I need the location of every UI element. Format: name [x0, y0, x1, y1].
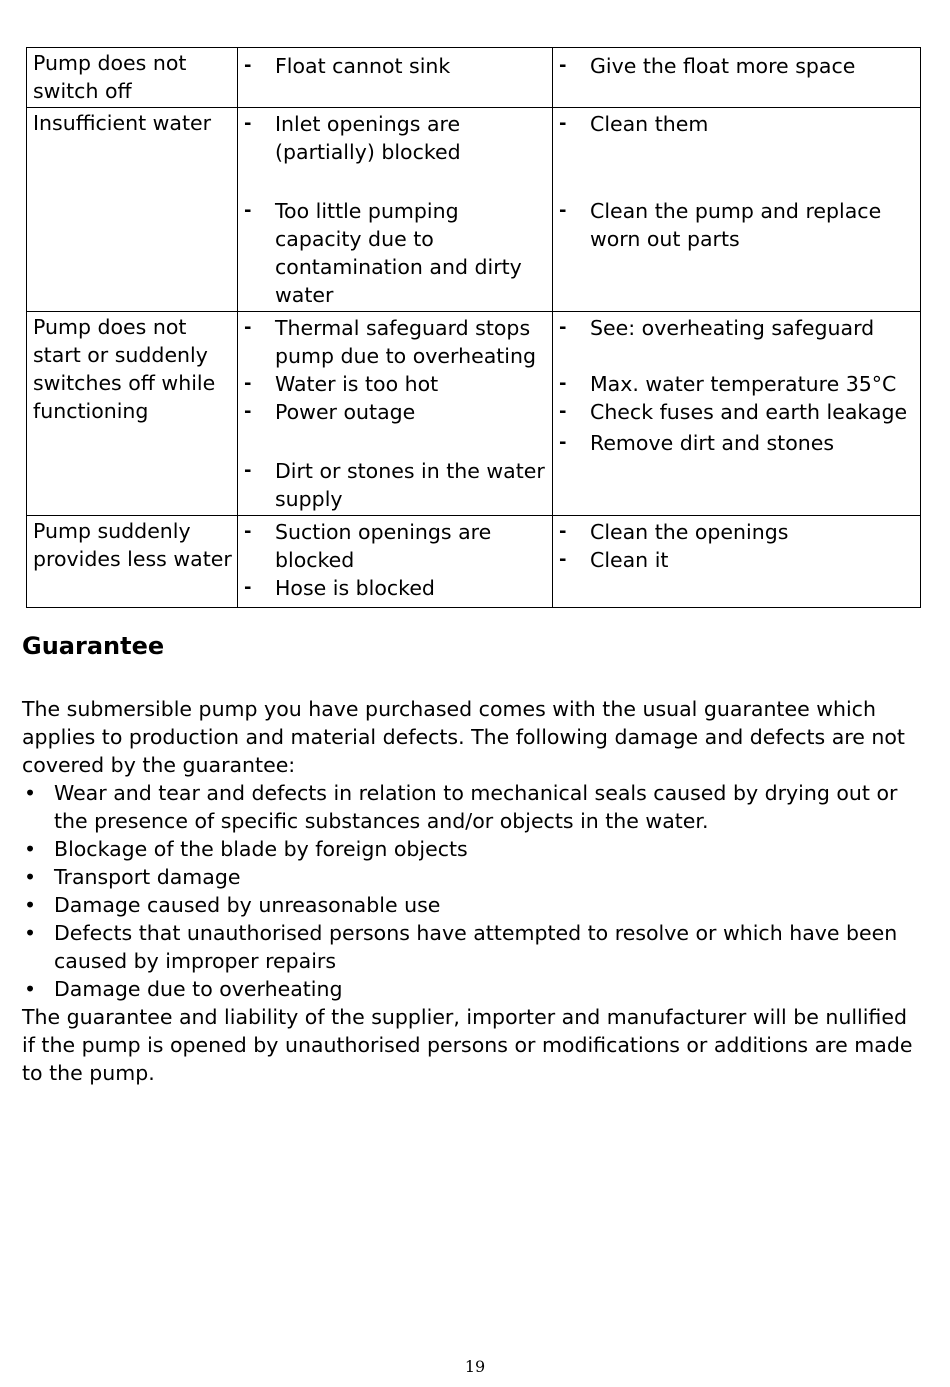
table-row [27, 108, 921, 312]
dash-marker: - [559, 521, 567, 542]
remedy-text: See: overheating safeguard [590, 316, 875, 340]
list-item [22, 863, 922, 891]
remedy-text: Check fuses and earth leakage [590, 400, 908, 424]
dash-marker: - [559, 401, 567, 422]
remedy-entry [553, 110, 916, 138]
problem-text: Pump suddenly provides less water [33, 519, 232, 571]
problem-text: Pump does not switch off [33, 51, 187, 103]
bullet-icon: • [24, 977, 37, 1001]
remedy-entry [553, 370, 916, 398]
dash-marker: - [244, 55, 252, 76]
remedy-text: Clean the openings [590, 520, 789, 544]
remedy-text: Clean them [590, 112, 709, 136]
cause-entry [238, 197, 548, 309]
remedy-text: Max. water temperature 35°C [590, 372, 897, 396]
cause-text: Inlet openings are (partially) blocked [275, 112, 461, 164]
dash-marker: - [559, 55, 567, 76]
cause-cell [238, 108, 553, 312]
cause-entry [238, 370, 548, 398]
dash-marker: - [244, 521, 252, 542]
problem-cell [27, 48, 238, 108]
cause-cell [238, 312, 553, 516]
page-number: 19 [464, 1357, 486, 1376]
dash-marker: - [559, 373, 567, 394]
remedy-entry [553, 429, 916, 457]
list-item-text: Damage caused by unreasonable use [54, 893, 441, 917]
cause-entry [238, 457, 548, 513]
dash-marker: - [559, 549, 567, 570]
dash-marker: - [244, 373, 252, 394]
remedy-text: Remove dirt and stones [590, 431, 835, 455]
bullet-icon: • [24, 865, 37, 889]
remedy-entry [553, 314, 916, 342]
list-item-text: Wear and tear and defects in relation to mechanical seals caused by drying out or the presence of specific substances and/or objects in the water. [54, 781, 898, 833]
list-item-text: Damage due to overheating [54, 977, 343, 1001]
cause-text: Too little pumping capacity due to contamination and dirty water [275, 199, 522, 307]
list-item-text: Blockage of the blade by foreign objects [54, 837, 468, 861]
bullet-icon: • [24, 893, 37, 917]
cause-text: Float cannot sink [275, 54, 451, 78]
cause-text: Hose is blocked [275, 576, 435, 600]
troubleshooting-table [26, 47, 921, 608]
guarantee-closing: The guarantee and liability of the supplier, importer and manufacturer will be nullified if the pump is opened by unauthorised persons or modifications or additions are made to the pump. [22, 1005, 913, 1085]
problem-cell [27, 516, 238, 608]
dash-marker: - [244, 577, 252, 598]
cause-text: Dirt or stones in the water supply [275, 459, 545, 511]
problem-text: Pump does not start or suddenly switches off while functioning [33, 315, 216, 423]
cause-entry [238, 110, 548, 166]
cause-text: Suction openings are blocked [275, 520, 492, 572]
list-item-text: Defects that unauthorised persons have attempted to resolve or which have been caused by improper repairs [54, 921, 898, 973]
cause-entry [238, 518, 548, 574]
cause-cell [238, 48, 553, 108]
list-item [22, 891, 922, 919]
cause-text: Water is too hot [275, 372, 439, 396]
cause-text: Power outage [275, 400, 416, 424]
guarantee-heading: Guarantee [22, 632, 165, 660]
remedy-cell [553, 516, 921, 608]
list-item-text: Transport damage [54, 865, 241, 889]
exclusion-list [22, 779, 922, 1003]
problem-cell [27, 312, 238, 516]
cause-entry [238, 398, 548, 426]
guarantee-section [22, 695, 922, 1087]
list-item [22, 779, 922, 835]
remedy-cell [553, 108, 921, 312]
cause-text: Thermal safeguard stops pump due to overheating [275, 316, 536, 368]
dash-marker: - [244, 113, 252, 134]
remedy-text: Give the float more space [590, 54, 856, 78]
remedy-text: Clean the pump and replace worn out parts [590, 199, 882, 251]
table-row [27, 48, 921, 108]
dash-marker: - [559, 317, 567, 338]
dash-marker: - [244, 200, 252, 221]
remedy-entry [553, 546, 916, 574]
remedy-cell [553, 48, 921, 108]
dash-marker: - [559, 113, 567, 134]
problem-text: Insufficient water [33, 111, 212, 135]
remedy-entry [553, 398, 916, 426]
table-row [27, 312, 921, 516]
list-item [22, 919, 922, 975]
list-item [22, 835, 922, 863]
remedy-text: Clean it [590, 548, 669, 572]
cause-entry [238, 574, 548, 602]
problem-cell [27, 108, 238, 312]
bullet-icon: • [24, 781, 37, 805]
list-item [22, 975, 922, 1003]
remedy-cell [553, 312, 921, 516]
dash-marker: - [244, 401, 252, 422]
dash-marker: - [244, 317, 252, 338]
remedy-entry [553, 52, 916, 80]
guarantee-intro: The submersible pump you have purchased comes with the usual guarantee which applies to production and material defects. The following damage and defects are not covered by the guarantee: [22, 697, 905, 777]
dash-marker: - [559, 200, 567, 221]
cause-entry [238, 52, 548, 80]
bullet-icon: • [24, 921, 37, 945]
remedy-entry [553, 518, 916, 546]
dash-marker: - [559, 432, 567, 453]
table-row [27, 516, 921, 608]
cause-entry [238, 314, 548, 370]
bullet-icon: • [24, 837, 37, 861]
cause-cell [238, 516, 553, 608]
dash-marker: - [244, 460, 252, 481]
remedy-entry [553, 197, 916, 253]
